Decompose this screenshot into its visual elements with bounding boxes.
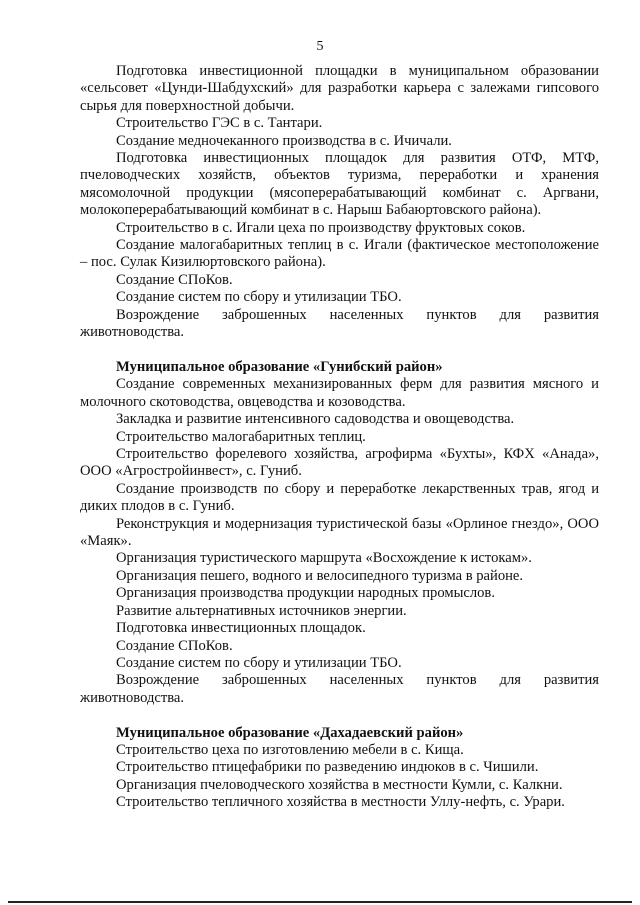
paragraph: Возрождение заброшенных населенных пунктов для развития животноводства. xyxy=(80,672,599,706)
paragraph: Создание малогабаритных теплиц в с. Игали (фактическое местоположение – пос. Сулак Кизилюртовского района). xyxy=(80,237,599,271)
paragraph: Реконструкция и модернизация туристической базы «Орлиное гнездо», ООО «Маяк». xyxy=(80,515,599,550)
section-gap xyxy=(80,707,599,725)
section-heading: Муниципальное образование «Дахадаевский район» xyxy=(116,724,464,741)
paragraph: Строительство ГЭС в с. Тантари. xyxy=(116,115,323,132)
document-body xyxy=(80,63,599,812)
paragraph: Создание СПоКов. xyxy=(116,637,233,654)
paragraph: Создание производств по сбору и переработке лекарственных трав, ягод и диких плодов в с. Гуниб. xyxy=(80,480,599,515)
paragraph: Создание систем по сбору и утилизации ТБО. xyxy=(116,654,402,671)
section-gap xyxy=(80,342,599,360)
scan-bottom-edge xyxy=(8,901,632,903)
paragraph: Создание СПоКов. xyxy=(116,271,233,288)
paragraph: Подготовка инвестиционных площадок. xyxy=(116,620,366,637)
paragraph: Строительство в с. Игали цеха по производству фруктовых соков. xyxy=(116,219,526,236)
paragraph: Подготовка инвестиционных площадок для развития ОТФ, МТФ, пчеловодческих хозяйств, объектов туризма, переработки и хранения мясомолочной продукции (мясоперерабатывающий комбинат с. Аргвани, молокоперерабатывающий комбинат в с. Нарыш Бабаюртовского района). xyxy=(80,150,599,219)
paragraph: Подготовка инвестиционной площадки в муниципальном образовании «сельсовет «Цунди-Шабдухский» для разработки карьера с залежами гипсового сырья для поверхностной добычи. xyxy=(80,63,599,114)
paragraph: Создание современных механизированных ферм для развития мясного и молочного скотоводства, овцеводства и козоводства. xyxy=(80,376,599,410)
paragraph: Закладка и развитие интенсивного садоводства и овощеводства. xyxy=(116,411,515,428)
paragraph: Возрождение заброшенных населенных пунктов для развития животноводства. xyxy=(80,306,599,341)
paragraph: Организация туристического маршрута «Восхождение к истокам». xyxy=(116,550,532,567)
paragraph: Строительство птицефабрики по разведению индюков в с. Чишили. xyxy=(116,759,539,776)
paragraph: Создание медночеканного производства в с. Ичичали. xyxy=(116,132,452,149)
paragraph: Развитие альтернативных источников энергии. xyxy=(116,602,407,619)
paragraph: Строительство цеха по изготовлению мебели в с. Кища. xyxy=(116,742,464,759)
paragraph: Организация пешего, водного и велосипедного туризма в районе. xyxy=(116,567,524,584)
paragraph: Строительство форелевого хозяйства, агрофирма «Бухты», КФХ «Анада», ООО «Агростройинвест», с. Гуниб. xyxy=(80,446,599,480)
page-number: 5 xyxy=(316,39,324,54)
paragraph: Строительство тепличного хозяйства в местности Уллу-нефть, с. Урари. xyxy=(116,794,565,811)
paragraph: Организация пчеловодческого хозяйства в местности Кумли, с. Калкни. xyxy=(116,776,563,793)
paragraph: Организация производства продукции народных промыслов. xyxy=(116,585,495,602)
paragraph: Строительство малогабаритных теплиц. xyxy=(116,428,366,445)
paragraph: Создание систем по сбору и утилизации ТБО. xyxy=(116,289,402,306)
section-heading: Муниципальное образование «Гунибский район» xyxy=(116,359,443,375)
